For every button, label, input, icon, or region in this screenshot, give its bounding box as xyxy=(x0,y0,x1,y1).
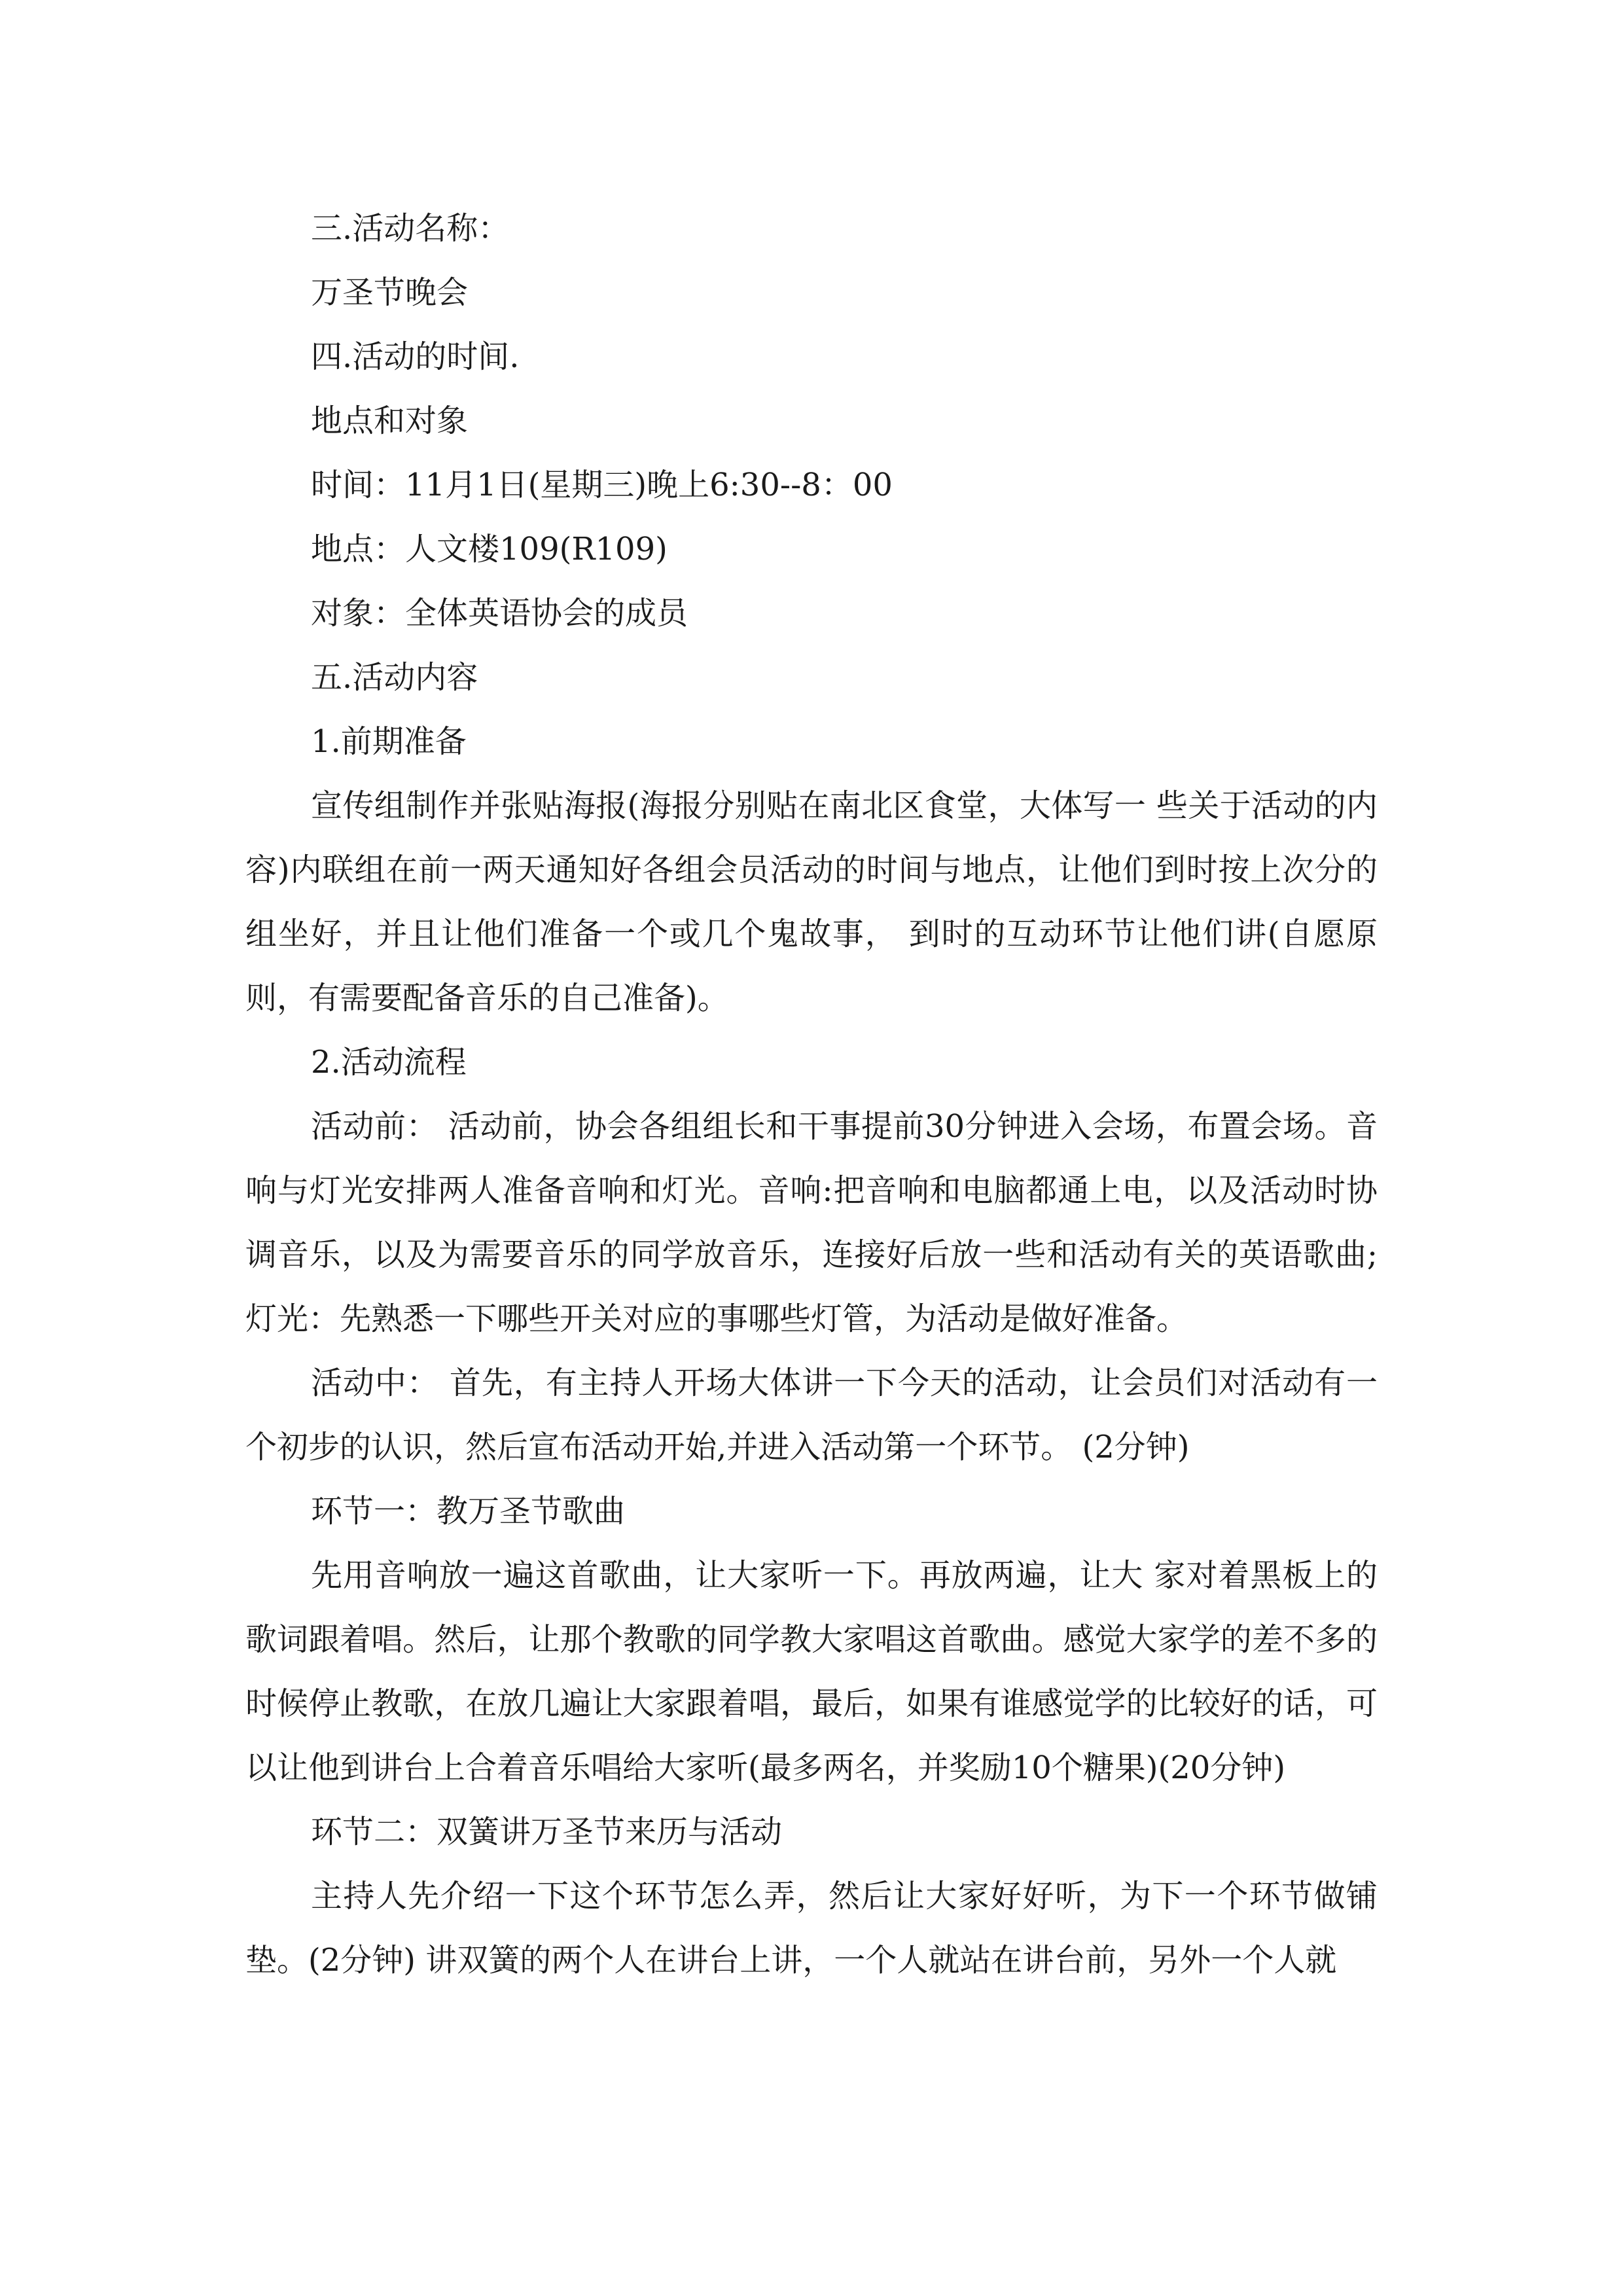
paragraph: 主持人先介绍一下这个环节怎么弄，然后让大家好好听，为下一个环节做铺垫。(2分钟) 讲双簧的两个人在讲台上讲，一个人就站在讲台前，另外一个人就 xyxy=(245,1878,1378,1979)
paragraph: 活动中： 首先，有主持人开场大体讲一下今天的活动，让会员们对活动有一个初步的认识，然后宣布活动开始,并进入活动第一个环节。 (2分钟) xyxy=(245,1365,1378,1465)
document-body xyxy=(245,196,1378,1992)
paragraph: 环节二：双簧讲万圣节来历与活动 xyxy=(311,1814,783,1850)
paragraph: 先用音响放一遍这首歌曲，让大家听一下。再放两遍，让大 家对着黑板上的歌词跟着唱。然后，让那个教歌的同学教大家唱这首歌曲。感觉大家学的差不多的时候停止教歌，在放几遍让大家跟着唱，最后，如果有谁感觉学的比较好的话，可以让他到讲台上合着音乐唱给大家听(最多两名，并奖励10个糖果)(20分钟) xyxy=(245,1557,1378,1786)
paragraph: 地点和对象 xyxy=(311,403,469,439)
section-heading: 三.活动名称： xyxy=(311,210,510,247)
paragraph: 宣传组制作并张贴海报(海报分别贴在南北区食堂，大体写一 些关于活动的内容)内联组在前一两天通知好各组会员活动的时间与地点，让他们到时按上次分的组坐好，并且让他们准备一个或几个鬼故事， 到时的互动环节让他们讲(自愿原则，有需要配备音乐的自己准备)。 xyxy=(245,787,1378,1016)
section-heading: 五.活动内容 xyxy=(311,659,478,696)
paragraph: 对象：全体英语协会的成员 xyxy=(311,595,688,632)
paragraph: 活动前： 活动前，协会各组组长和干事提前30分钟进入会场，布置会场。音响与灯光安排两人准备音响和灯光。音响:把音响和电脑都通上电，以及活动时协调音乐，以及为需要音乐的同学放音乐，连接好后放一些和活动有关的英语歌曲;灯光：先熟悉一下哪些开关对应的事哪些灯管，为活动是做好准备。 xyxy=(245,1108,1378,1337)
section-heading: 四.活动的时间. xyxy=(311,338,520,375)
paragraph: 万圣节晚会 xyxy=(311,274,469,311)
subsection-heading: 2.活动流程 xyxy=(311,1044,467,1081)
subsection-heading: 1.前期准备 xyxy=(311,723,467,760)
paragraph: 环节一：教万圣节歌曲 xyxy=(311,1493,626,1530)
paragraph: 时间：11月1日(星期三)晚上6:30--8：00 xyxy=(311,467,893,503)
paragraph: 地点：人文楼109(R109) xyxy=(311,531,668,567)
